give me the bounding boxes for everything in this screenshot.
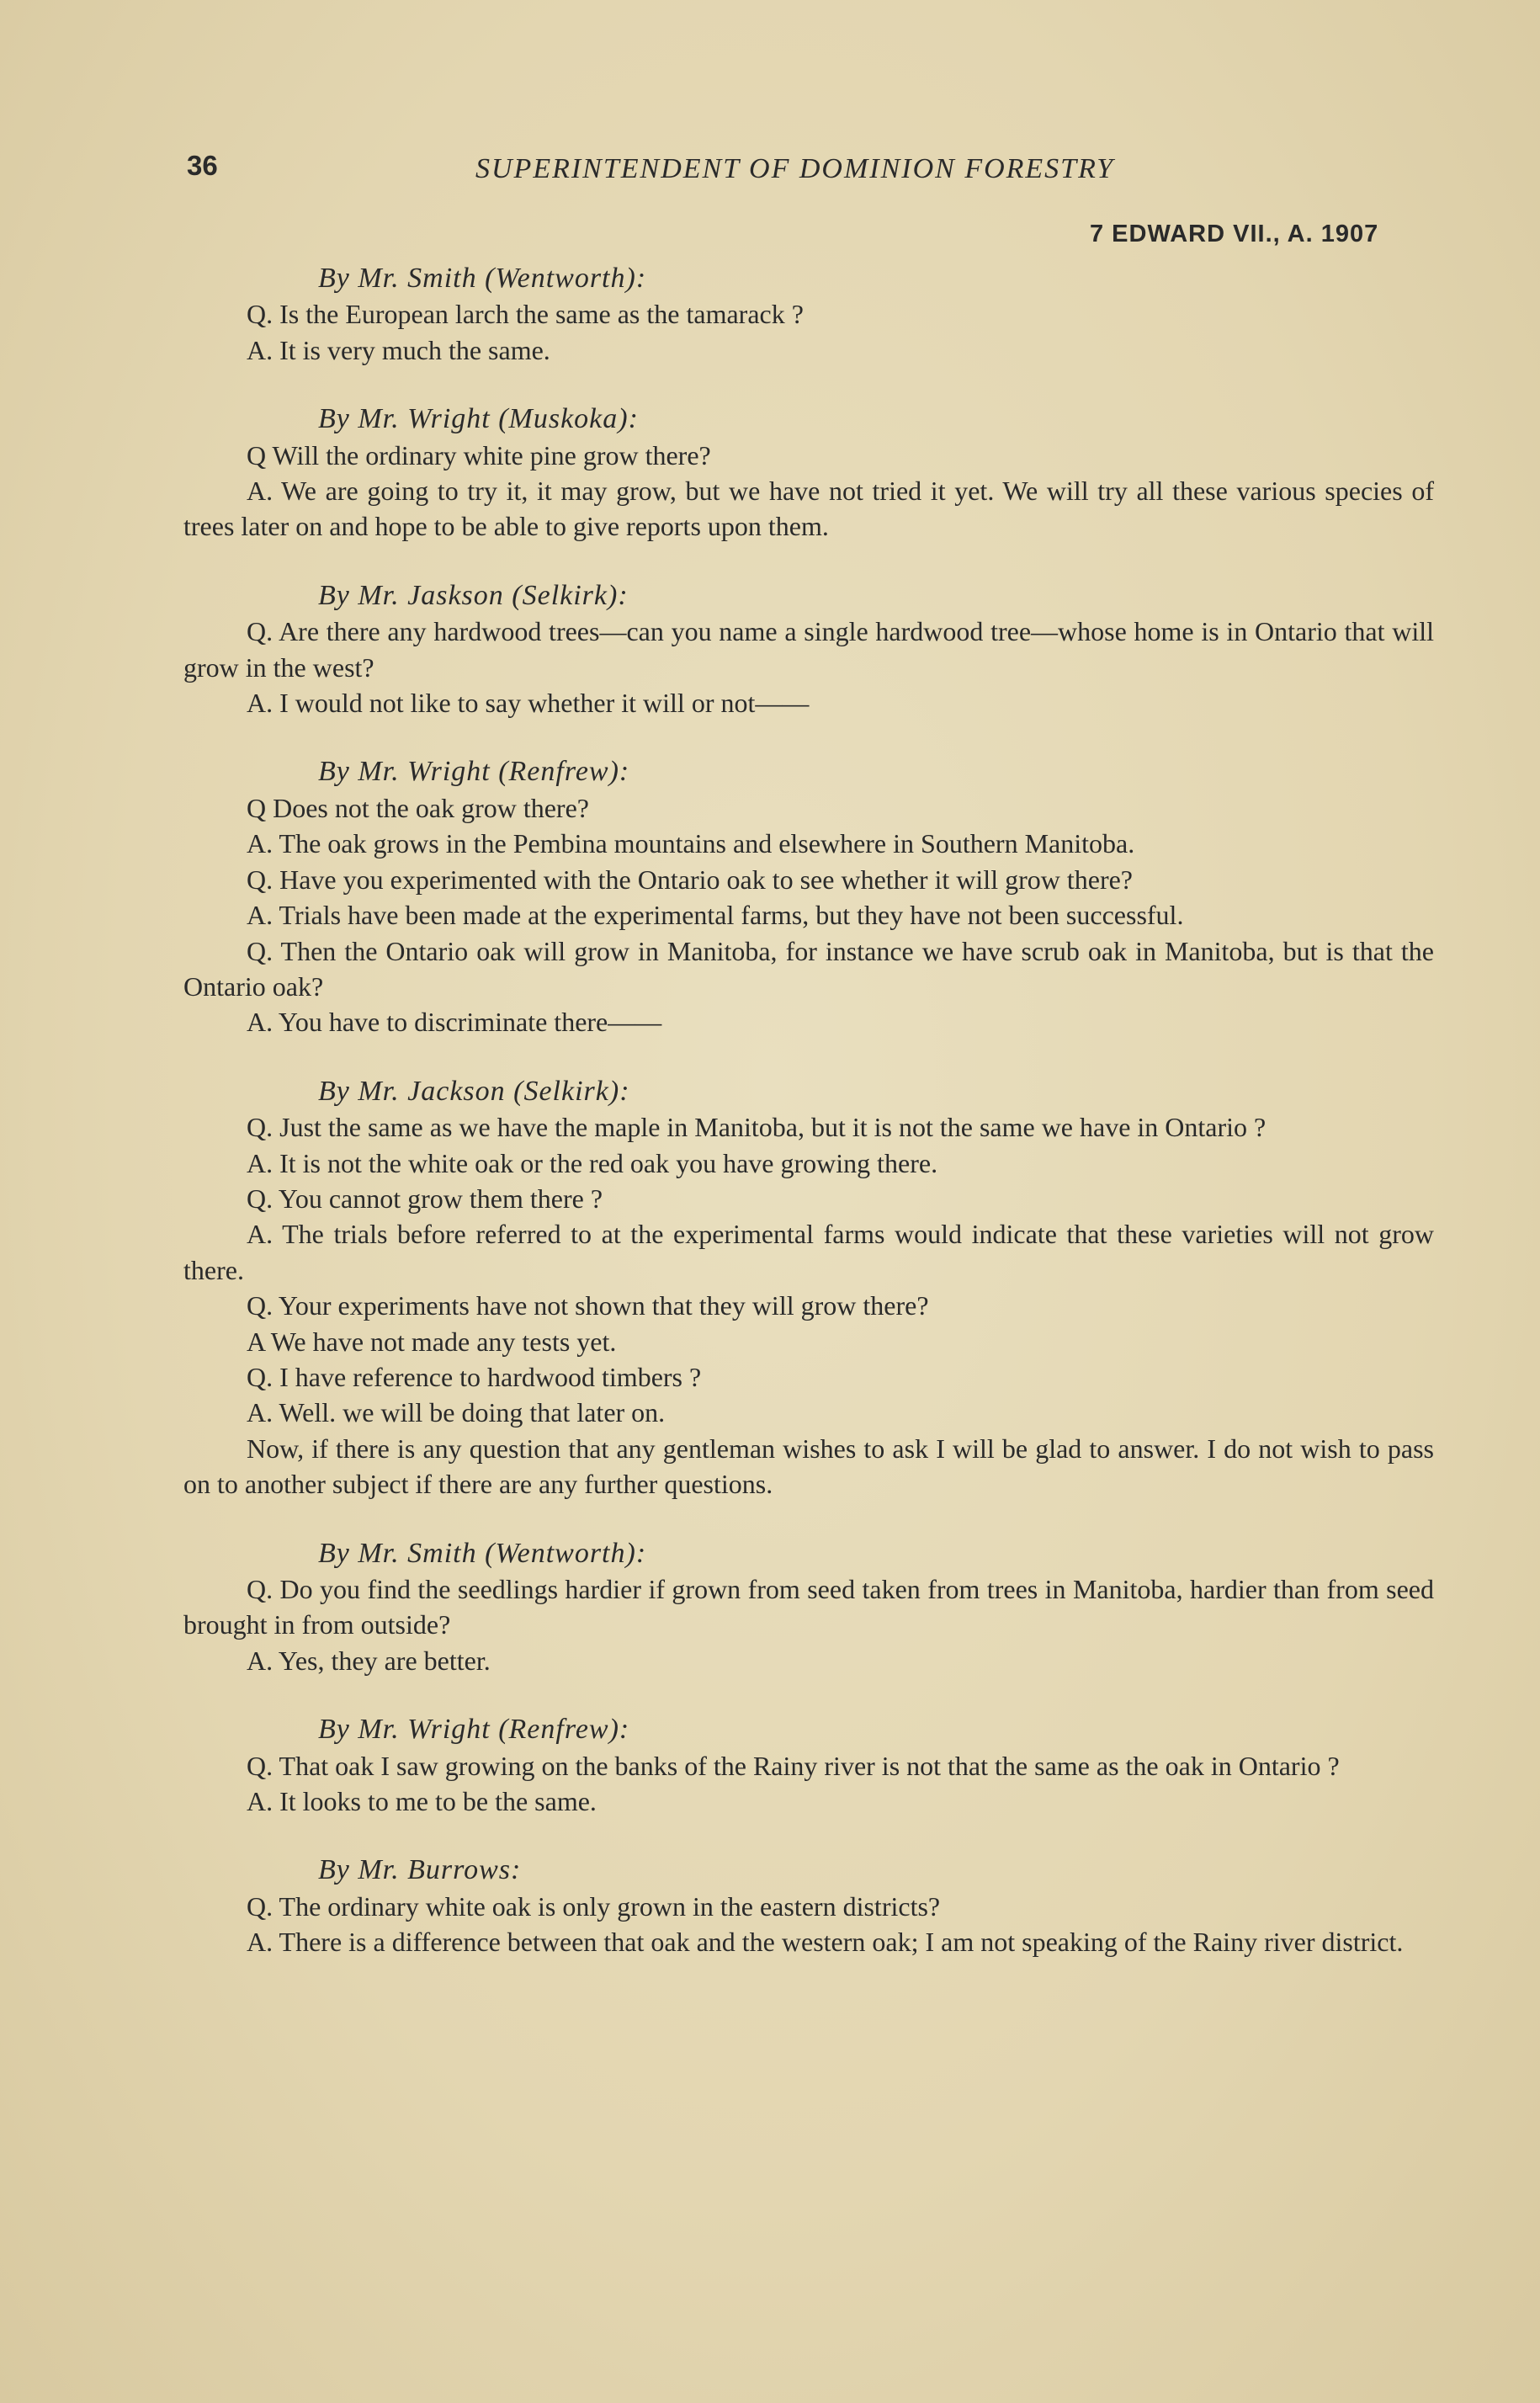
paragraph: A. I would not like to say whether it will or not—— — [247, 688, 810, 719]
paragraph: Q Will the ordinary white pine grow there? — [247, 439, 711, 470]
paragraph: A. Yes, they are better. — [247, 1645, 491, 1676]
paragraph: Q. The ordinary white oak is only grown in the eastern districts? — [247, 1890, 941, 1922]
running-head: SUPERINTENDENT OF DOMINION FORESTRY — [475, 153, 1115, 184]
paragraph: Now, if there is any question that any gentleman wishes to ask I will be glad to answer. I do not wish to pass on to another subject if there are any further questions. — [183, 1433, 1434, 1500]
paragraph: Q. Your experiments have not shown that they will grow there? — [247, 1290, 929, 1321]
paragraph: Q. That oak I saw growing on the banks of the Rainy river is not that the same as the oak in Ontario ? — [247, 1750, 1340, 1781]
section — [183, 1536, 1434, 1679]
paragraph: A. The oak grows in the Pembina mountains and elsewhere in Southern Manitoba. — [247, 828, 1135, 859]
paragraph: A We have not made any tests yet. — [247, 1326, 617, 1357]
body-text — [183, 261, 1434, 1960]
paragraph: Q. Just the same as we have the maple in Manitoba, but it is not the same we have in Ontario ? — [247, 1112, 1267, 1143]
section — [183, 754, 1434, 1039]
paragraph: A. Well. we will be doing that later on. — [247, 1397, 666, 1428]
speaker-heading: By Mr. Wright (Renfrew): — [318, 756, 630, 788]
paragraph: Q Does not the oak grow there? — [247, 792, 589, 823]
paragraph: Q. You cannot grow them there ? — [247, 1183, 603, 1214]
paragraph: A. It looks to me to be the same. — [247, 1786, 597, 1817]
section — [183, 401, 1434, 545]
session-label: 7 EDWARD VII., A. 1907 — [1090, 221, 1379, 247]
paragraph: Q. Then the Ontario oak will grow in Manitoba, for instance we have scrub oak in Manitoba, but is that the Ontario oak? — [183, 935, 1434, 1002]
paragraph: Q. Have you experimented with the Ontario oak to see whether it will grow there? — [247, 864, 1133, 895]
paragraph: Q. Do you find the seedlings hardier if grown from seed taken from trees in Manitoba, hardier than from seed brought in from outside? — [183, 1574, 1434, 1640]
page-number: 36 — [187, 150, 218, 181]
section — [183, 1074, 1434, 1502]
speaker-heading: By Mr. Jaskson (Selkirk): — [318, 579, 629, 611]
section — [183, 1712, 1434, 1819]
section — [183, 1853, 1434, 1959]
paragraph: Q. Is the European larch the same as the tamarack ? — [247, 299, 804, 330]
section — [183, 578, 1434, 721]
speaker-heading: By Mr. Wright (Muskoka): — [318, 403, 639, 435]
speaker-heading: By Mr. Jackson (Selkirk): — [318, 1075, 630, 1107]
paragraph: A. It is not the white oak or the red oak you have growing there. — [247, 1147, 938, 1178]
speaker-heading: By Mr. Wright (Renfrew): — [318, 1714, 630, 1746]
paragraph: A. We are going to try it, it may grow, but we have not tried it yet. We will try all these various species of trees later on and hope to be able to give reports upon them. — [183, 476, 1434, 542]
paragraph: A. The trials before referred to at the experimental farms would indicate that these varieties will not grow there. — [183, 1219, 1434, 1285]
paragraph: Q. Are there any hardwood trees—can you name a single hardwood tree—whose home is in Ontario that will grow in the west? — [183, 616, 1434, 683]
paragraph: A. There is a difference between that oak and the western oak; I am not speaking of the Rainy river district. — [247, 1927, 1404, 1958]
section — [183, 261, 1434, 368]
paragraph: A. Trials have been made at the experimental farms, but they have not been successful. — [247, 900, 1184, 931]
speaker-heading: By Mr. Burrows: — [318, 1854, 522, 1886]
paragraph: A. It is very much the same. — [247, 334, 550, 365]
paragraph: A. You have to discriminate there—— — [247, 1007, 662, 1038]
paragraph: Q. I have reference to hardwood timbers ? — [247, 1361, 702, 1392]
speaker-heading: By Mr. Smith (Wentworth): — [318, 263, 647, 294]
speaker-heading: By Mr. Smith (Wentworth): — [318, 1537, 647, 1569]
